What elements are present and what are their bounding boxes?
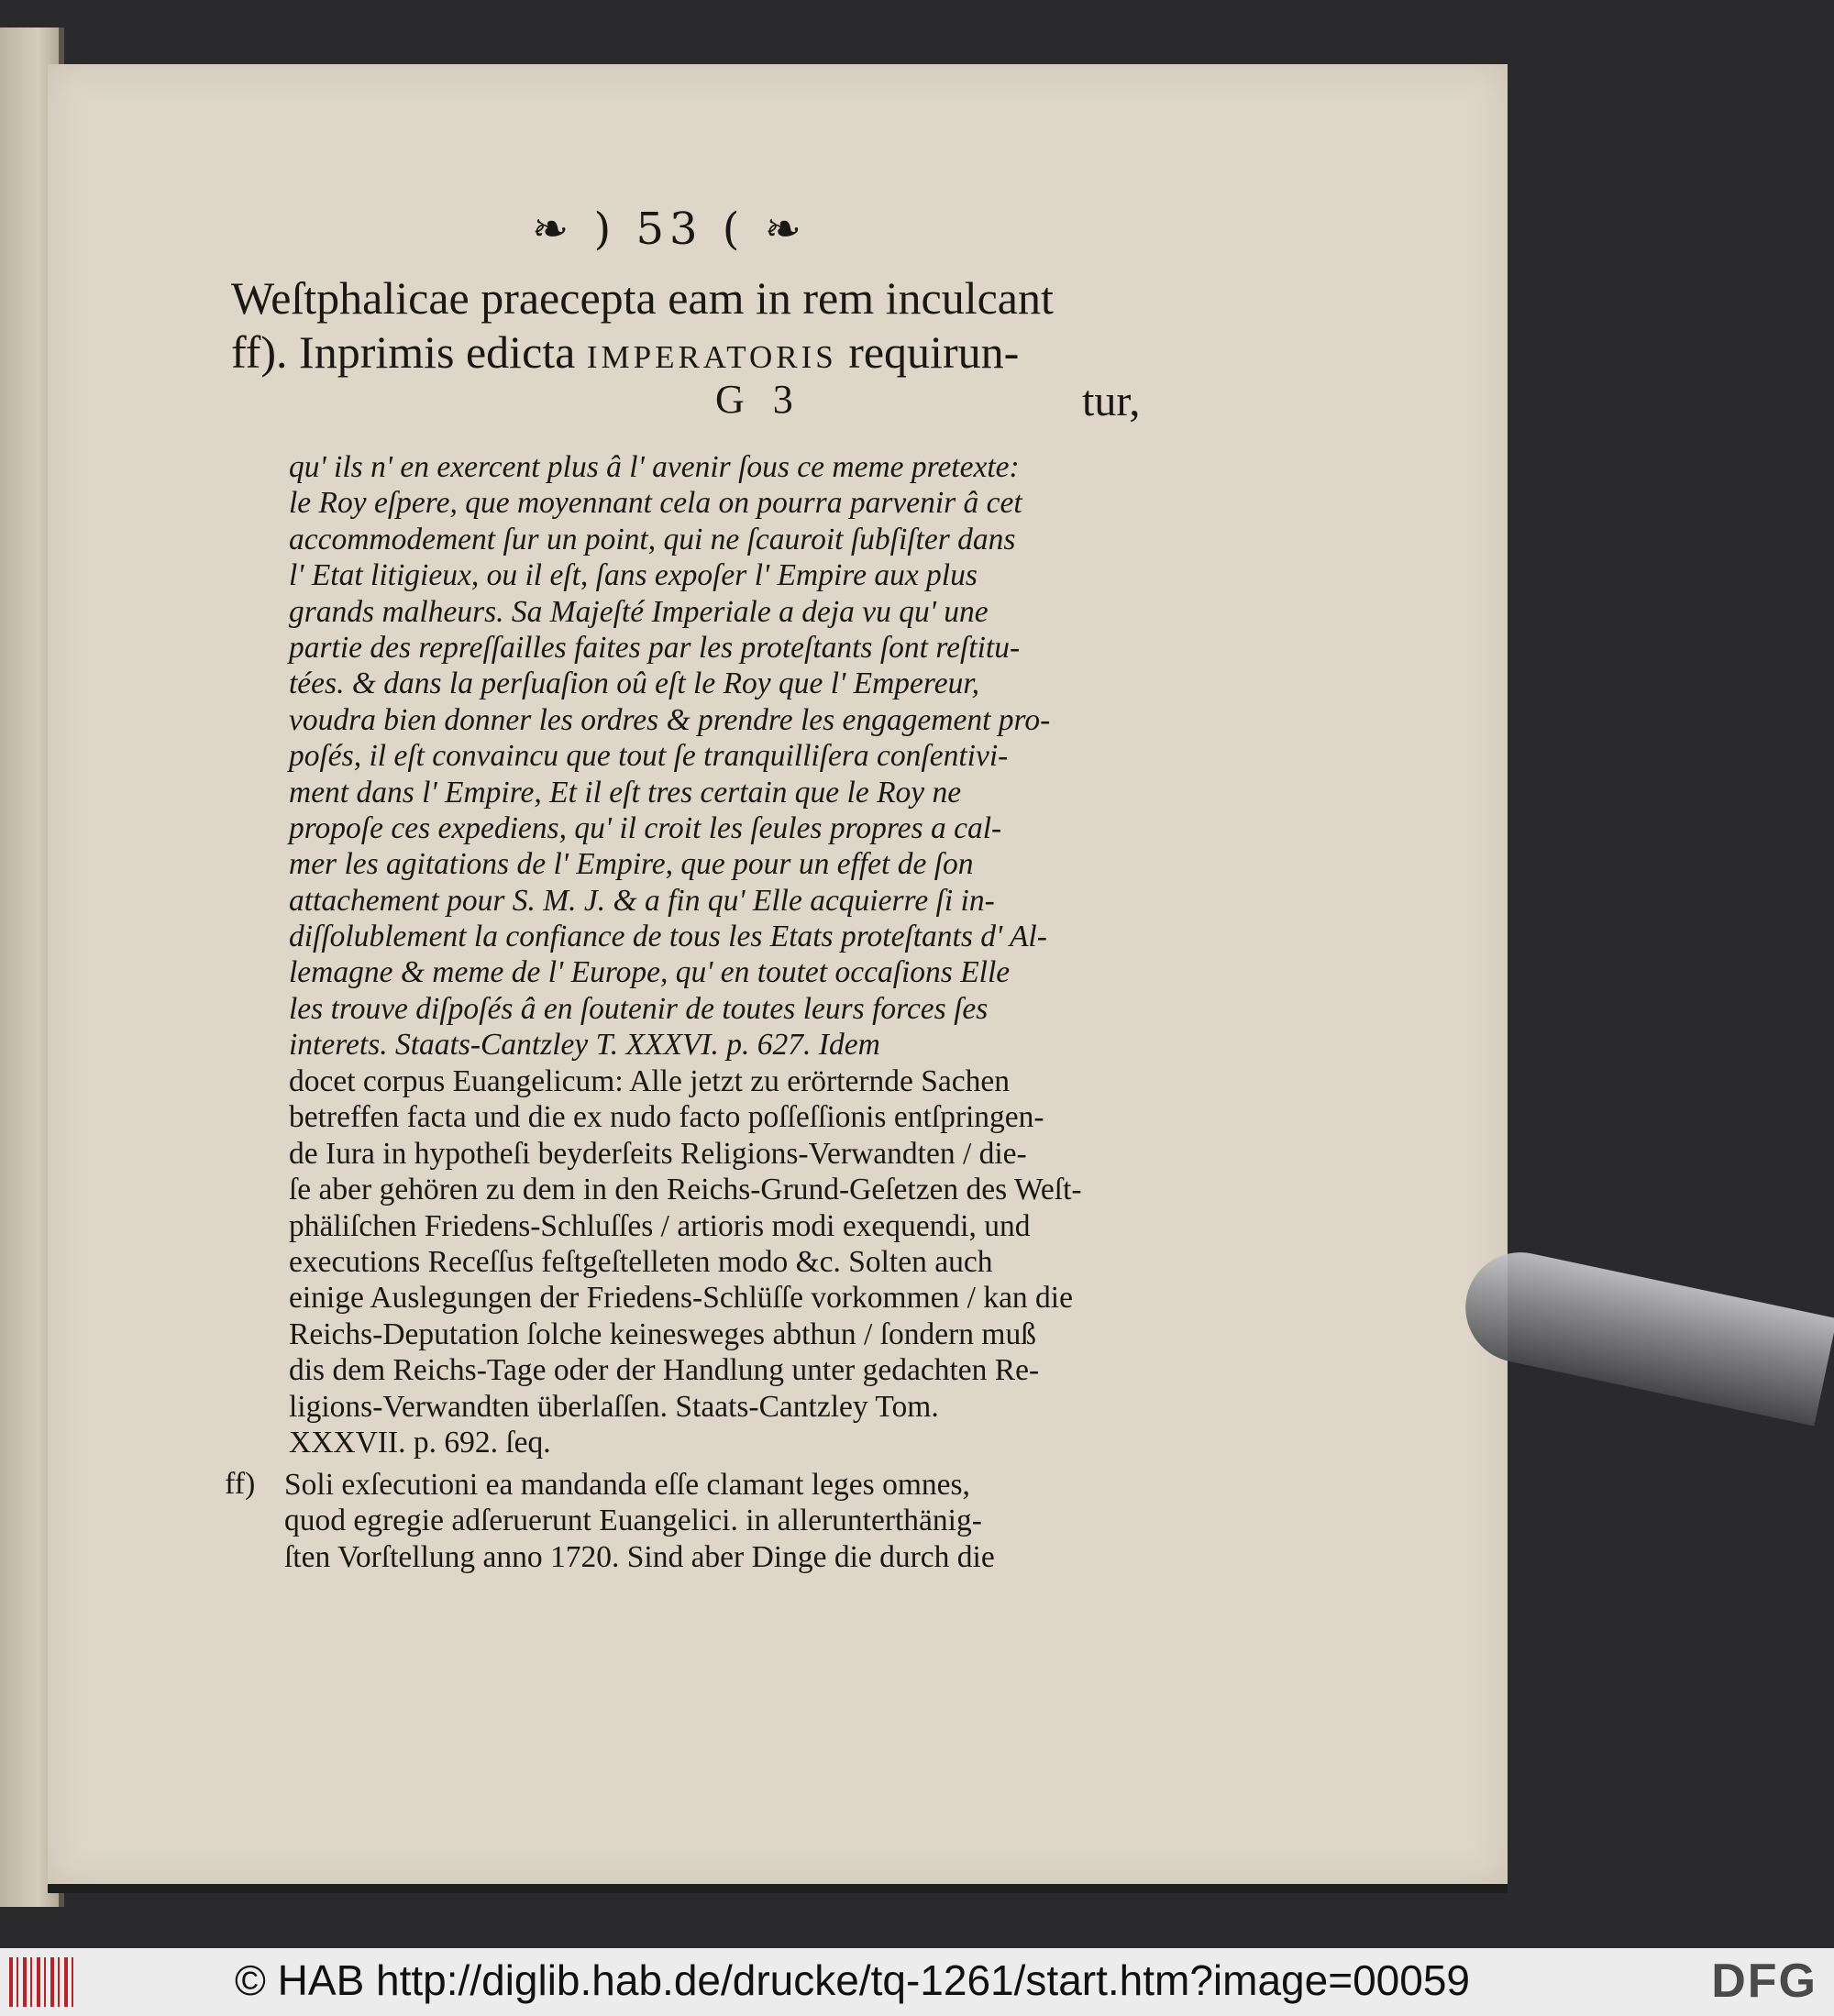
footnote-line: XXXVII. p. 692. ſeq. xyxy=(289,1425,551,1460)
footnote-line: dis dem Reichs-Tage oder der Handlung unter gedachten Re- xyxy=(289,1353,1040,1388)
footnote-line: tées. & dans la perſuaſion oû eſt le Roy que l' Empereur, xyxy=(289,666,980,701)
footnote-line: poſés, il eſt convaincu que tout ſe tranquilliſera conſentivi- xyxy=(289,739,1009,774)
footnote-line: lemagne & meme de l' Europe, qu' en toutet occaſions Elle xyxy=(289,955,1011,990)
signature-mark: G 3 xyxy=(715,377,802,422)
footnote-line: betreffen facta und die ex nudo facto poſſeſſionis entſpringen- xyxy=(289,1100,1044,1135)
footnote-line: partie des repreſſailles faites par les proteſtants ſont reſtitu- xyxy=(289,630,1021,665)
footnote-line: quod egregie adſeruerunt Euangelici. in allerunterthänig- xyxy=(284,1504,982,1538)
page-header: ❧ ) 53 ( ❧ xyxy=(532,204,807,255)
footnote-line: executions Receſſus feſtgeſtelleten modo &c. Solten auch xyxy=(289,1244,993,1279)
main-text-line-1: Weſtphalicae praecepta eam in rem inculcant xyxy=(231,272,1054,324)
footnote-italic xyxy=(289,449,1050,1063)
footnote-line: attachement pour S. M. J. & a fin qu' Elle acquierre ſi in- xyxy=(289,883,995,918)
footnote-2 xyxy=(284,1467,995,1575)
barcode-icon xyxy=(9,1957,77,2007)
footnote-line: ſten Vorſtellung anno 1720. Sind aber Dinge die durch die xyxy=(284,1539,995,1574)
footnote-line: ligions-Verwandten überlaſſen. Staats-Cantzley Tom. xyxy=(289,1389,939,1424)
footnote-line: voudra bien donner les ordres & prendre les engagement pro- xyxy=(289,702,1051,737)
footnote-line: einige Auslegungen der Friedens-Schlüſſe vorkommen / kan die xyxy=(289,1281,1073,1316)
main-text-line-2 xyxy=(231,325,1019,379)
footnote-line: diſſolublement la confiance de tous les Etats proteſtants d' Al- xyxy=(289,920,1047,954)
page-shadow xyxy=(48,1884,1508,1893)
footnote-2-mark: ff) xyxy=(225,1467,256,1501)
footnote-line: l' Etat litigieux, ou il eſt, ſans expoſer l' Empire aux plus xyxy=(289,558,978,593)
main-text-line-2-a: ff). Inprimis edicta xyxy=(231,326,587,378)
page-clip xyxy=(1455,1242,1834,1427)
credit-link[interactable]: © HAB http://diglib.hab.de/drucke/tq-1261/start.htm?image=00059 xyxy=(235,1956,1470,2004)
footnote-line: de Iura in hypotheſi beyderſeits Religions-Verwandten / die- xyxy=(289,1136,1027,1171)
footnote-line: ment dans l' Empire, Et il eſt tres certain que le Roy ne xyxy=(289,775,962,810)
footnote-line: mer les agitations de l' Empire, que pour un effet de ſon xyxy=(289,847,974,882)
main-text-line-2-b: requirun- xyxy=(836,326,1020,378)
footnote-line: ſe aber gehören zu dem in den Reichs-Grund-Geſetzen des Weſt- xyxy=(289,1173,1082,1207)
footnote-line: Soli exſecutioni ea mandanda eſſe clamant leges omnes, xyxy=(284,1468,970,1502)
footnote-line: grands malheurs. Sa Majeſté Imperiale a deja vu qu' une xyxy=(289,594,989,629)
dfg-logo: DFG xyxy=(1711,1955,1817,2008)
footnote-line: qu' ils n' en exercent plus â l' avenir ſous ce meme pretexte: xyxy=(289,450,1020,484)
footnote-line: accommodement ſur un point, qui ne ſcauroit ſubſiſter dans xyxy=(289,522,1016,556)
footnote-roman xyxy=(289,1063,1082,1460)
footnote-line: docet corpus Euangelicum: Alle jetzt zu erörternde Sachen xyxy=(289,1064,1011,1098)
catchword: tur, xyxy=(1082,377,1141,425)
footnote-line: phäliſchen Friedens-Schluſſes / artioris modi exequendi, und xyxy=(289,1208,1031,1243)
footnote-line: Reichs-Deputation ſolche keinesweges abthun / ſondern muß xyxy=(289,1316,1036,1351)
footnote-line: propoſe ces expediens, qu' il croit les ſeules propres a cal- xyxy=(289,810,1002,845)
main-text-line-2-smallcaps: imperatoris xyxy=(586,326,837,378)
footer-bar xyxy=(0,1948,1834,2016)
footnote-line: les trouve diſpoſés â en ſoutenir de toutes leurs forces ſes xyxy=(289,991,989,1026)
footnote-line: le Roy eſpere, que moyennant cela on pourra parvenir â cet xyxy=(289,486,1022,521)
footnote-line: interets. Staats-Cantzley T. XXXVI. p. 627. Idem xyxy=(289,1028,880,1063)
